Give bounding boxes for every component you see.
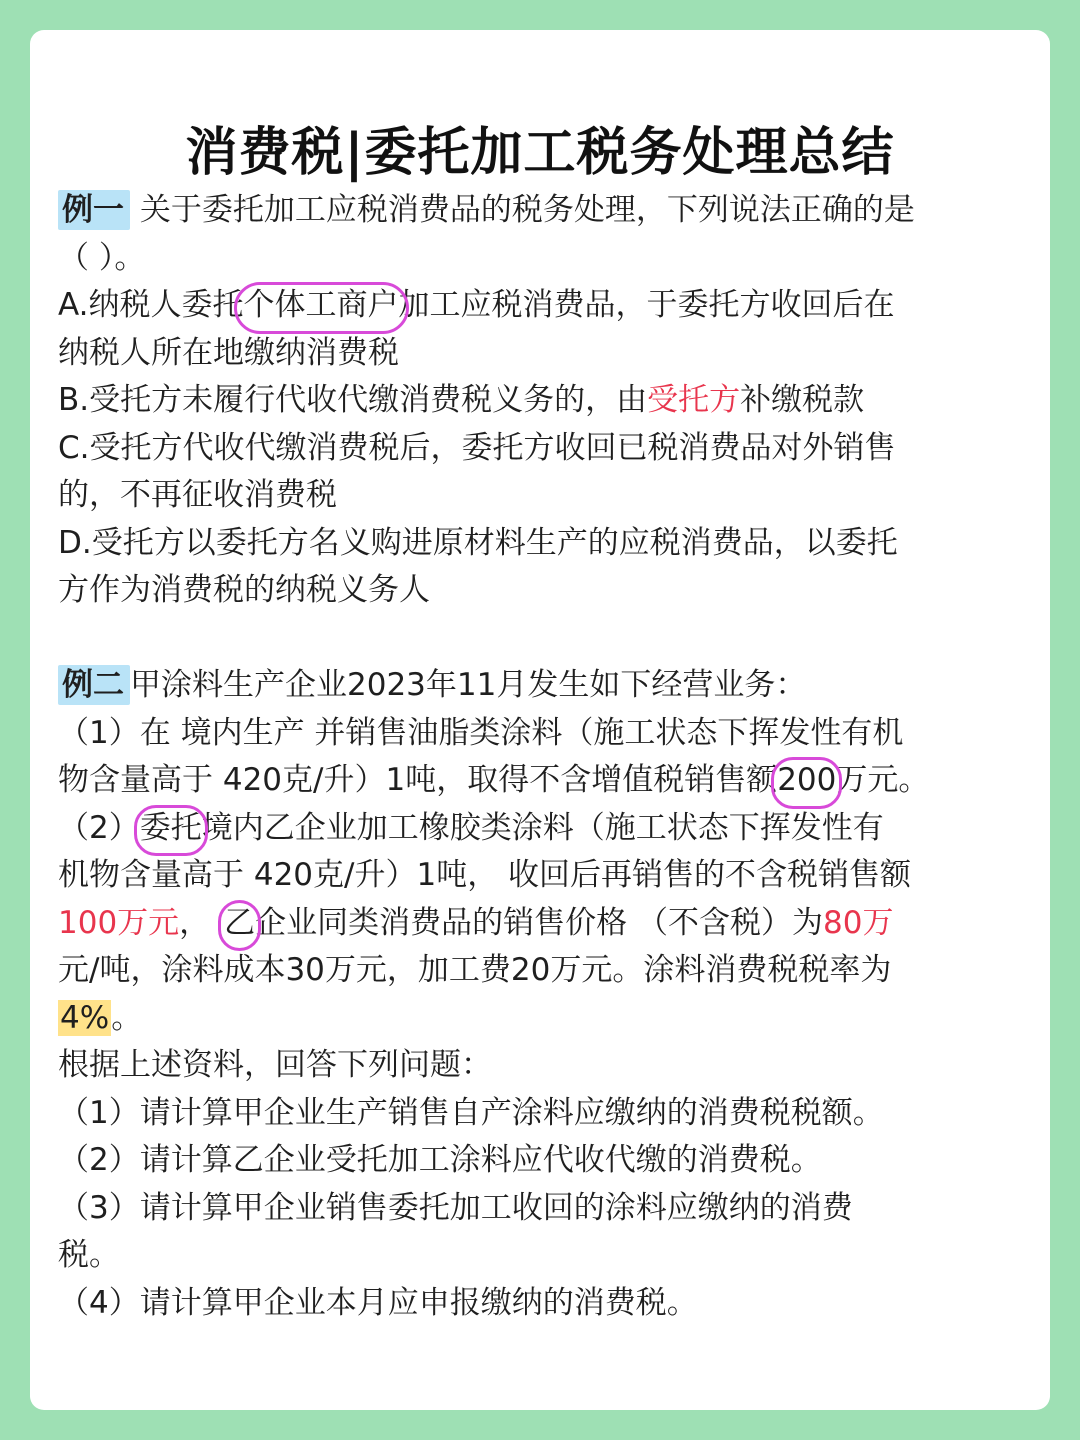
item-2-line4: 元/吨，涂料成本30万元，加工费20万元。涂料消费税税率为 <box>58 952 892 988</box>
red-text-shoutuofang: 受托方 <box>647 382 741 418</box>
item-2-line3: 100万元， 乙企业同类消费品的销售价格 （不含税）为80万 <box>58 900 1028 948</box>
example-one-tag: 例一 <box>58 190 130 230</box>
page-title: 消费税|委托加工税务处理总结 <box>185 123 895 183</box>
option-d: D.受托方以委托方名义购进原材料生产的应税消费品，以委托 <box>58 524 898 561</box>
highlight-circle-getihu: 个体工商户 <box>244 282 399 330</box>
option-a-cont: 纳税人所在地缴纳消费税 <box>58 334 399 371</box>
question-3: （3）请计算甲企业销售委托加工收回的涂料应缴纳的消费 <box>58 1189 853 1226</box>
option-c-cont: 的，不再征收消费税 <box>58 477 337 513</box>
item-2-rate: 4%。 <box>60 999 143 1036</box>
item-2: （2）委托境内乙企业加工橡胶类涂料（施工状态下挥发性有 <box>58 805 1028 853</box>
item-2-line2: 机物含量高于 420克/升）1吨， 收回后再销售的不含税销售额 <box>58 857 912 893</box>
item-1: （1）在 境内生产 并销售油脂类涂料（施工状态下挥发性有机 <box>58 714 904 751</box>
option-a: A.纳税人委托个体工商户加工应税消费品，于委托方收回后在 <box>58 282 1028 330</box>
content-card <box>30 30 1050 1410</box>
highlight-circle-yi: 乙 <box>224 900 255 948</box>
item-1-cont: 物含量高于 420克/升）1吨，取得不含增值税销售额200万元。 <box>58 757 1028 805</box>
example-one-stem: 例一 关于委托加工应税消费品的税务处理，下列说法正确的是 <box>58 187 1028 235</box>
option-b: B.受托方未履行代收代缴消费税义务的，由受托方补缴税款 <box>58 382 865 418</box>
example-two <box>58 662 1028 1327</box>
highlight-circle-weituo: 委托 <box>140 805 202 853</box>
question-3-cont: 税。 <box>58 1237 120 1273</box>
question-1: （1）请计算甲企业生产销售自产涂料应缴纳的消费税税额。 <box>58 1094 884 1131</box>
question-prompt: 根据上述资料，回答下列问题： <box>58 1047 492 1083</box>
option-c: C.受托方代收代缴消费税后，委托方收回已税消费品对外销售 <box>58 429 896 466</box>
answer-blank: （ ）。 <box>58 239 146 276</box>
question-2: （2）请计算乙企业受托加工涂料应代收代缴的消费税。 <box>58 1142 822 1178</box>
highlight-circle-200: 200 <box>777 757 836 805</box>
rate-highlight: 4% <box>60 999 110 1036</box>
example-two-intro: 例二 甲涂料生产企业2023年11月发生如下经营业务： <box>58 662 1028 710</box>
example-one <box>58 187 1028 615</box>
example-two-tag: 例二 <box>58 665 130 705</box>
question-4: （4）请计算甲企业本月应申报缴纳的消费税。 <box>58 1284 698 1321</box>
option-d-cont: 方作为消费税的纳税义务人 <box>58 572 430 608</box>
